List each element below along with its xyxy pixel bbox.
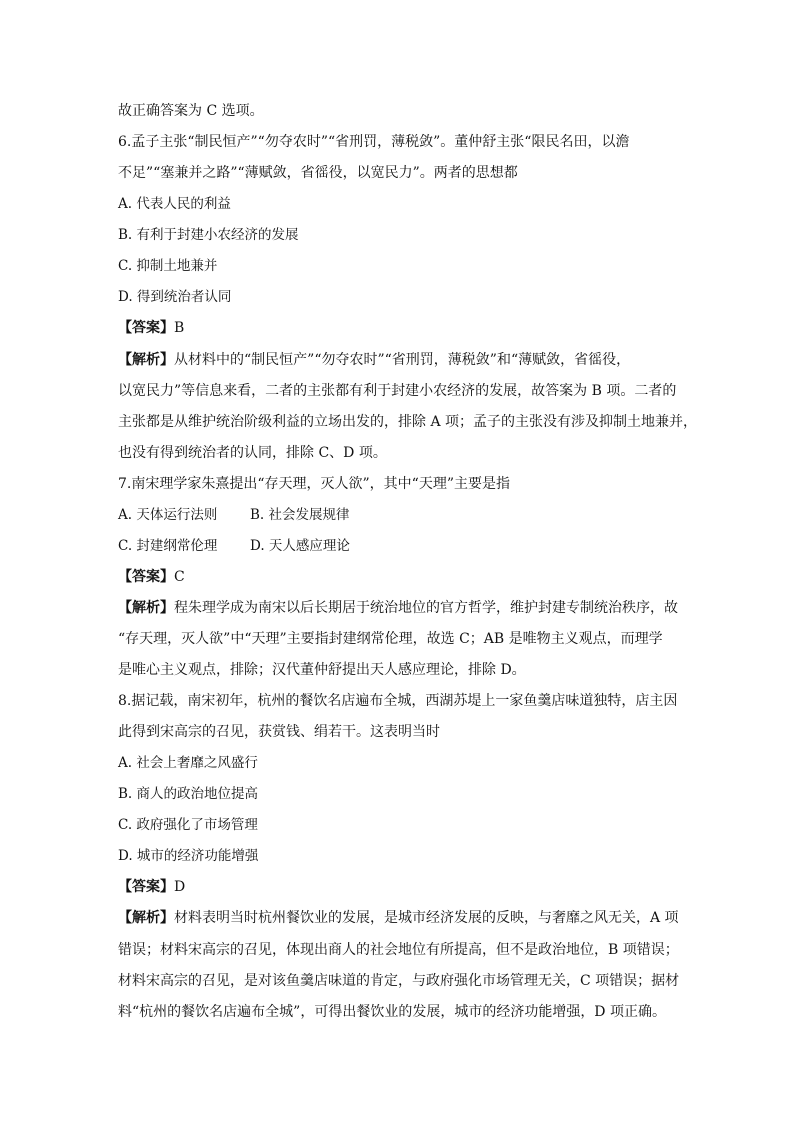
q7-analysis-line-1 bbox=[118, 598, 678, 618]
q6-option-d: D. 得到统治者认同 bbox=[118, 289, 232, 305]
q7-options-row-1 bbox=[118, 505, 678, 525]
q6-analysis-line-4: 也没有得到统治者的认同，排除 C、D 项。 bbox=[118, 445, 387, 461]
q6-answer-label: 【答案】 bbox=[118, 320, 174, 336]
q8-analysis-text-1: 材料表明当时杭州餐饮业的发展，是城市经济发展的反映，与奢靡之风无关，A 项 bbox=[174, 910, 679, 926]
q8-analysis-line-1 bbox=[118, 908, 678, 928]
q7-analysis-line-3: 是唯心主义观点，排除；汉代董仲舒提出天人感应理论，排除 D。 bbox=[118, 662, 526, 678]
q8-stem-line-2: 此得到宋高宗的召见，获赏钱、绢若干。这表明当时 bbox=[118, 724, 440, 740]
q6-option-b: B. 有利于封建小农经济的发展 bbox=[118, 227, 299, 243]
q7-option-d: D. 天人感应理论 bbox=[250, 538, 350, 554]
q6-analysis-text-1: 从材料中的“制民恒产”“勿夺农时”“省刑罚，薄税敛”和“薄赋敛，省徭役， bbox=[174, 352, 631, 368]
q8-analysis-line-2: 错误；材料宋高宗的召见，体现出商人的社会地位有所提高，但不是政治地位，B 项错误； bbox=[118, 942, 679, 958]
q6-analysis-line-3: 主张都是从维护统治阶级利益的立场出发的，排除 A 项；孟子的主张没有涉及抑制土地兼并， bbox=[118, 414, 698, 430]
q6-stem-line-1: 6.孟子主张“制民恒产”“勿夺农时”“省刑罚，薄税敛”。董仲舒主张“限民名田，以澹 bbox=[118, 134, 630, 150]
q6-analysis-label: 【解析】 bbox=[118, 352, 174, 368]
q6-analysis-line-1 bbox=[118, 350, 678, 370]
q8-analysis-line-4: 料“杭州的餐饮名店遍布全城”，可得出餐饮业的发展，城市的经济功能增强，D 项正确。 bbox=[118, 1004, 666, 1020]
q7-stem: 7.南宋理学家朱熹提出“存天理，灭人欲”，其中“天理”主要是指 bbox=[118, 476, 510, 492]
q7-option-b: B. 社会发展规律 bbox=[250, 507, 350, 523]
q6-stem-line-2: 不足”“塞兼并之路”“薄赋敛，省徭役，以宽民力”。两者的思想都 bbox=[118, 165, 518, 181]
q6-option-c: C. 抑制土地兼并 bbox=[118, 258, 218, 274]
q8-answer bbox=[118, 877, 678, 897]
q6-option-a: A. 代表人民的利益 bbox=[118, 196, 231, 212]
q8-option-c: C. 政府强化了市场管理 bbox=[118, 817, 258, 833]
q7-answer-value: C bbox=[174, 569, 185, 585]
q8-option-d: D. 城市的经济功能增强 bbox=[118, 848, 259, 864]
q8-answer-label: 【答案】 bbox=[118, 879, 174, 895]
q8-analysis-label: 【解析】 bbox=[118, 910, 174, 926]
q8-analysis-line-3: 材料宋高宗的召见，是对该鱼羹店味道的肯定，与政府强化市场管理无关，C 项错误；据材 bbox=[118, 973, 680, 989]
q7-option-c: C. 封建纲常伦理 bbox=[118, 538, 218, 554]
q7-options-row-2 bbox=[118, 536, 678, 556]
q6-answer bbox=[118, 318, 678, 338]
q7-answer bbox=[118, 567, 678, 587]
q6-analysis-line-2: 以宽民力”等信息来看，二者的主张都有利于封建小农经济的发展，故答案为 B 项。二者的 bbox=[118, 383, 677, 399]
q8-answer-value: D bbox=[174, 879, 186, 895]
q7-answer-label: 【答案】 bbox=[118, 569, 174, 585]
q8-option-b: B. 商人的政治地位提高 bbox=[118, 786, 259, 802]
q7-analysis-text-1: 程朱理学成为南宋以后长期居于统治地位的官方哲学，维护封建专制统治秩序，故 bbox=[174, 600, 678, 616]
q7-option-a: A. 天体运行法则 bbox=[118, 507, 218, 523]
q7-analysis-line-2: “存天理，灭人欲”中“天理”主要指封建纲常伦理，故选 C；AB 是唯物主义观点，而理学 bbox=[118, 631, 663, 647]
q7-analysis-label: 【解析】 bbox=[118, 600, 174, 616]
previous-answer-tail: 故正确答案为 C 选项。 bbox=[118, 103, 264, 119]
q8-option-a: A. 社会上奢靡之风盛行 bbox=[118, 755, 258, 771]
q8-stem-line-1: 8.据记载，南宋初年，杭州的餐饮名店遍布全城，西湖苏堤上一家鱼羹店味道独特，店主因 bbox=[118, 693, 678, 709]
q6-answer-value: B bbox=[174, 320, 185, 336]
